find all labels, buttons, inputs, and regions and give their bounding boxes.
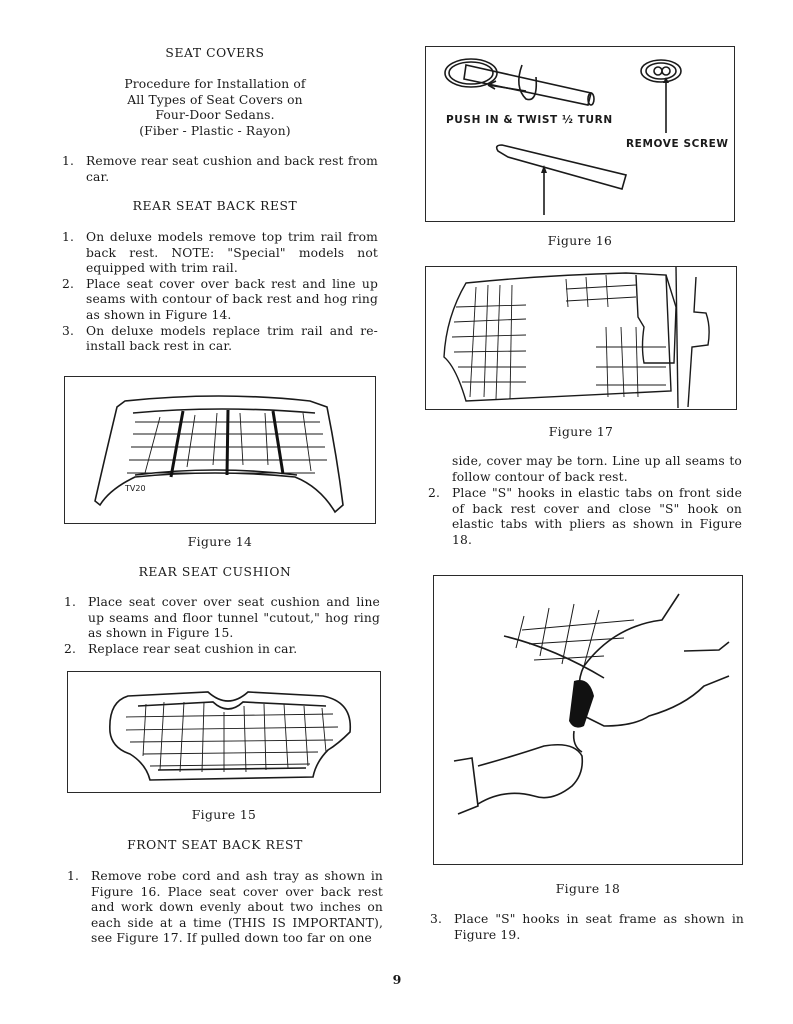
- subtitle-line: (Fiber - Plastic - Rayon): [139, 123, 291, 138]
- final-steps: [430, 912, 744, 943]
- list-item: 1. Remove robe cord and ash tray as shown in Figure 16. Place seat cover over back rest and work down evenly about two inches on each side at a time (THIS IS IMPORTANT), see Figure 17. If pulled down too far on one: [67, 869, 383, 946]
- list-item: 2. Place seat cover over back rest and line up seams with contour of back rest and hog ring as shown in Figure 14.: [62, 276, 378, 322]
- subtitle-line: Four-Door Sedans.: [155, 108, 275, 123]
- heading-front-seat-back-rest: FRONT SEAT BACK REST: [127, 838, 303, 852]
- list-item: 3. On deluxe models replace trim rail and re-install back rest in car.: [62, 323, 378, 354]
- list-item: 1. Remove rear seat cushion and back rest from car.: [62, 154, 378, 184]
- front-back-rest-steps: [67, 869, 383, 947]
- subtitle-line: Procedure for Installation of: [124, 77, 306, 91]
- figure-14-rear-back-rest-illustration: [64, 376, 376, 524]
- continued-text: side, cover may be torn. Line up all seams to follow contour of back rest.: [452, 454, 742, 484]
- rear-back-rest-steps: [62, 230, 378, 355]
- list-item: 2. Replace rear seat cushion in car.: [64, 641, 298, 656]
- heading-rear-seat-cushion: REAR SEAT CUSHION: [138, 565, 292, 579]
- push-twist-label: PUSH IN & TWIST ½ TURN: [446, 114, 613, 126]
- front-back-rest-steps-continued: [428, 486, 742, 548]
- figure-15-rear-cushion-illustration: [67, 671, 381, 793]
- list-item: 3. Place "S" hooks in seat frame as shown in Figure 19.: [430, 912, 744, 942]
- figure-17-cover-fitting-illustration: [425, 266, 737, 410]
- rear-cushion-steps: [64, 595, 380, 657]
- subtitle: [40, 77, 390, 139]
- cover-pulldown-drawing: [426, 267, 735, 408]
- intro-steps: [62, 154, 378, 185]
- figure-18-caption: Figure 18: [555, 882, 621, 896]
- figure-15-caption: Figure 15: [191, 808, 257, 822]
- hands-closing-s-hook-drawing: [434, 576, 741, 863]
- remove-screw-label: REMOVE SCREW: [626, 138, 729, 150]
- subtitle-line: All Types of Seat Covers on: [127, 92, 303, 107]
- figure-16-caption: Figure 16: [547, 234, 613, 248]
- page-number: 9: [392, 972, 402, 987]
- figure-14-caption: Figure 14: [187, 535, 253, 549]
- list-item: 1. On deluxe models remove top trim rail from back rest. NOTE: "Special" models not equipped with trim rail.: [62, 230, 378, 276]
- seat-cushion-drawing: [68, 672, 379, 791]
- robe-cord-ashtray-drawing: [426, 47, 733, 220]
- seat-back-rest-drawing: [65, 377, 374, 522]
- list-item: 1. Place seat cover over seat cushion and line up seams and floor tunnel "cutout," hog ring as shown in Figure 15.: [64, 595, 380, 641]
- section-title: SEAT COVERS: [165, 46, 265, 60]
- figure-16-robe-cord-illustration: [425, 46, 735, 222]
- svg-text:TV20: TV20: [125, 484, 146, 493]
- figure-18-s-hook-pliers-illustration: [433, 575, 743, 865]
- heading-rear-seat-back-rest: REAR SEAT BACK REST: [132, 199, 298, 213]
- figure-17-caption: Figure 17: [548, 425, 614, 439]
- list-item: 2. Place "S" hooks in elastic tabs on front side of back rest cover and close "S" hook on elastic tabs with pliers as shown in Figure 18.: [428, 486, 742, 547]
